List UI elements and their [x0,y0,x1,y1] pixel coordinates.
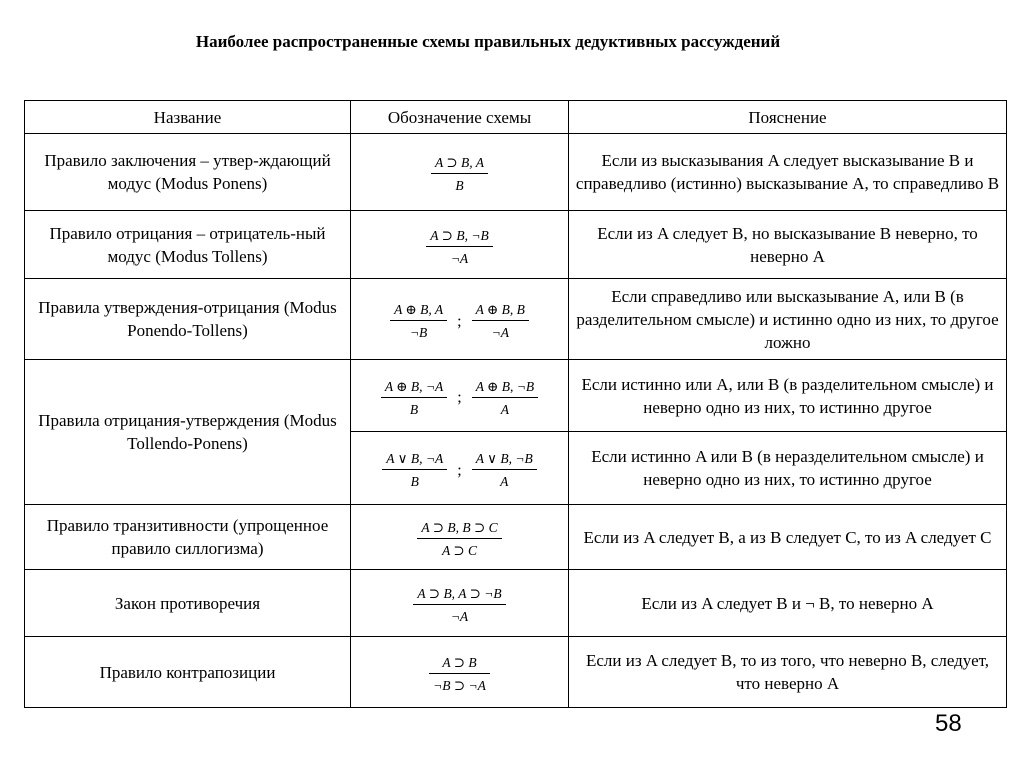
scheme-fraction [472,450,537,490]
scheme-fraction [426,227,492,267]
scheme-premises: A ⊃ B, B ⊃ C [421,520,498,535]
rule-explanation: Если из A следует B, то из того, что неверно B, следует, что неверно A [569,637,1007,708]
scheme-conclusion: ¬A [450,250,469,266]
scheme-premises: A ∨ B, ¬B [475,451,533,466]
table-row [25,134,1007,211]
rule-name: Правило транзитивности (упрощенное правило силлогизма) [25,505,351,570]
rule-explanation: Если истинно или A, или B (в разделительном смысле) и неверно одно из них, то истинно другое [569,360,1007,432]
scheme-separator: ; [457,312,462,330]
deduction-schemes-table [24,100,1007,708]
scheme-conclusion: B [410,474,419,489]
scheme-fraction [382,450,447,490]
page-title: Наиболее распространенные схемы правильных дедуктивных рассуждений [195,32,781,51]
scheme-conclusion: A [500,474,509,489]
rule-explanation: Если из A следует B, но высказывание B неверно, то неверно A [569,211,1007,279]
header-name: Название [25,101,351,134]
scheme-conclusion: ¬A [450,609,469,624]
scheme-conclusion: B [409,401,419,417]
rule-name: Правило отрицания – отрицатель-ный модус (Modus Tollens) [25,211,351,279]
scheme-fraction [431,154,488,194]
rule-scheme [351,134,569,211]
rule-explanation: Если из A следует B и ¬ B, то неверно A [569,570,1007,637]
rule-explanation: Если справедливо или высказывание A, или B (в разделительном смысле) и истинно одно из них, то другое ложно [569,279,1007,360]
scheme-premises: A ⊕ B, ¬B [475,378,535,394]
scheme-fraction [381,378,447,418]
scheme-conclusion: ¬B ⊃ ¬A [433,678,486,693]
scheme-premises: A ⊃ B, ¬B [430,227,489,243]
scheme-fraction [413,585,505,625]
header-scheme: Обозначение схемы [351,101,569,134]
table-row [25,279,1007,360]
scheme-premises: A ∨ B, ¬A [386,451,444,466]
scheme-fraction [472,301,529,341]
rule-name: Правило заключения – утвер-ждающий модус (Modus Ponens) [25,134,351,211]
rule-scheme [351,432,569,505]
scheme-premises: A ⊕ B, ¬A [384,378,444,394]
table-row [25,211,1007,279]
rule-scheme [351,570,569,637]
scheme-fraction [390,301,447,341]
rule-explanation: Если из A следует B, а из B следует C, то из A следует C [569,505,1007,570]
scheme-conclusion: A [500,401,510,417]
rule-scheme [351,279,569,360]
header-explanation: Пояснение [569,101,1007,134]
scheme-conclusion: A ⊃ C [441,543,478,558]
rule-name: Правило контрапозиции [25,637,351,708]
table-row [25,637,1007,708]
table-row [25,570,1007,637]
table-row [25,360,1007,432]
scheme-premises: A ⊃ B [442,655,477,670]
table-row [25,505,1007,570]
rule-scheme [351,360,569,432]
rule-name: Правила утверждения-отрицания (Modus Ponendo-Tollens) [25,279,351,360]
rule-scheme [351,637,569,708]
scheme-separator: ; [457,461,462,479]
scheme-premises: A ⊕ B, B [475,302,525,317]
scheme-premises: A ⊃ B, A ⊃ ¬B [417,586,502,601]
scheme-separator: ; [457,389,462,406]
page-number: 58 [935,710,962,737]
scheme-conclusion: ¬A [491,325,509,340]
rule-name: Правила отрицания-утверждения (Modus Tollendo-Ponens) [25,360,351,505]
rule-explanation: Если из высказывания A следует высказывание B и справедливо (истинно) высказывание A, то справедливо B [569,134,1007,211]
rule-scheme [351,505,569,570]
scheme-conclusion: ¬B [409,325,428,340]
rule-explanation: Если истинно A или B (в неразделительном смысле) и неверно одно из них, то истинно другое [569,432,1007,505]
scheme-premises: A ⊕ B, A [394,302,444,317]
scheme-fraction [472,378,538,418]
scheme-fraction [429,654,490,694]
rule-scheme [351,211,569,279]
scheme-premises: A ⊃ B, A [434,155,485,170]
table-header-row [25,101,1007,134]
rule-name: Закон противоречия [25,570,351,637]
scheme-conclusion: B [455,178,464,193]
scheme-fraction [417,519,501,559]
